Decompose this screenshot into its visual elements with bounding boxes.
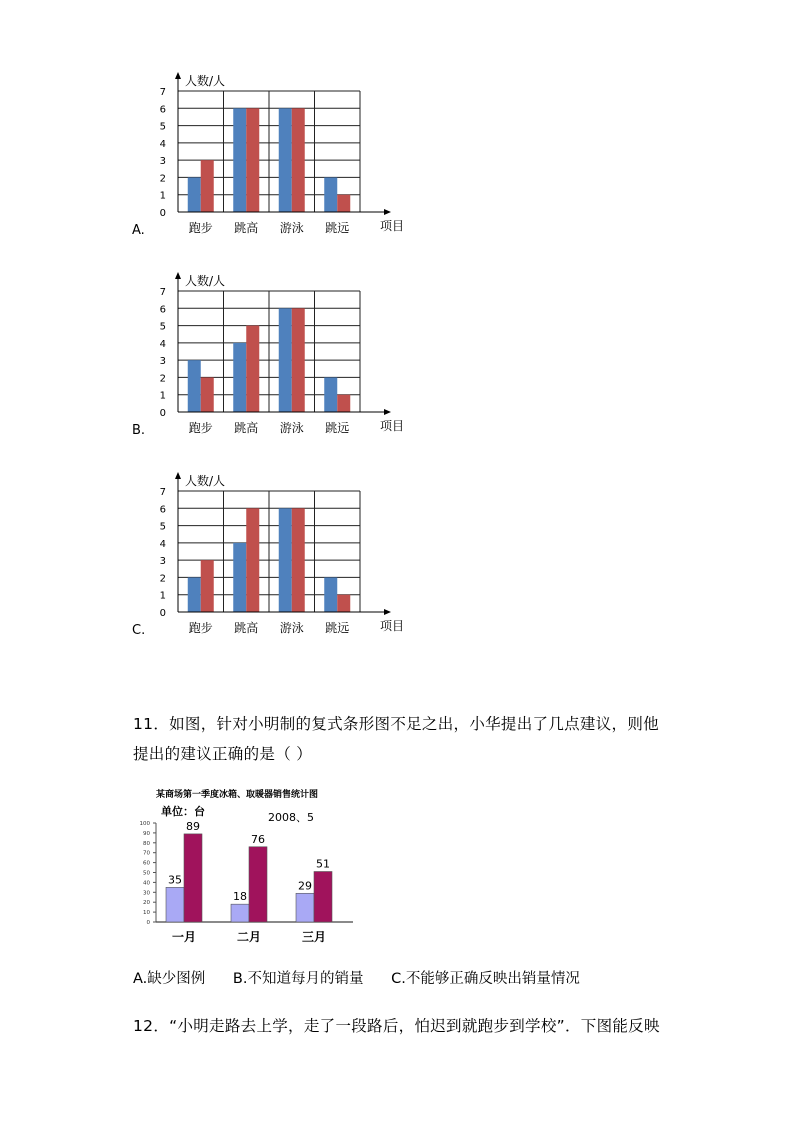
sales-chart (128, 782, 368, 950)
x-axis-label: 项目 (380, 419, 405, 433)
y-tick-label: 2 (159, 373, 166, 385)
data-label: 51 (316, 857, 330, 871)
y-tick-label: 6 (159, 304, 166, 316)
y-tick-label: 60 (143, 860, 150, 867)
bar (279, 308, 292, 412)
y-axis-arrow (175, 272, 181, 279)
data-label: 29 (298, 879, 312, 893)
bar (324, 377, 337, 412)
bar (166, 887, 184, 922)
y-tick-label: 7 (159, 487, 166, 498)
bar (324, 177, 337, 212)
bar (201, 160, 214, 212)
category-label: 跑步 (188, 421, 213, 435)
y-axis-label: 人数/人 (185, 474, 226, 488)
y-tick-label: 100 (139, 821, 150, 827)
question-11-line1: 11．如图，针对小明制的复式条形图不足之出，小华提出了几点建议，则他 (133, 715, 659, 733)
y-tick-label: 0 (159, 608, 166, 619)
y-tick-label: 5 (159, 321, 166, 333)
y-tick-label: 1 (159, 190, 166, 202)
y-tick-label: 30 (143, 890, 150, 897)
y-tick-label: 0 (159, 408, 166, 419)
bar (337, 595, 350, 612)
category-label: 跑步 (188, 221, 213, 235)
y-tick-label: 1 (159, 590, 166, 602)
category-label: 跑步 (188, 621, 213, 635)
y-tick-label: 20 (143, 900, 150, 907)
y-tick-label: 4 (159, 538, 166, 550)
y-tick-label: 0 (159, 208, 166, 219)
option-c-svg (128, 470, 408, 640)
bar (337, 195, 350, 212)
bar (296, 893, 314, 922)
y-tick-label: 6 (159, 104, 166, 116)
category-label: 游泳 (279, 621, 304, 635)
option-c-chart (128, 470, 408, 640)
y-tick-label: 4 (159, 138, 166, 150)
category-label: 跳远 (325, 421, 350, 435)
y-axis-arrow (175, 472, 181, 479)
bar (188, 577, 201, 612)
y-tick-label: 2 (159, 573, 166, 585)
bar (292, 108, 305, 212)
y-tick-label: 7 (159, 87, 166, 98)
bar (201, 560, 214, 612)
bar (314, 872, 332, 922)
category-label: 跳高 (234, 621, 259, 635)
bar (246, 508, 259, 612)
option-a-svg (128, 70, 408, 240)
category-label: 跳远 (325, 221, 350, 235)
option-b-svg (128, 270, 408, 440)
question-11-line2: 提出的建议正确的是（ ） (133, 745, 313, 763)
category-label: 跳高 (234, 221, 259, 235)
option-letter: B. (132, 423, 146, 438)
question-11-choices: A.缺少图例 B.不知道每月的销量 C.不能够正确反映出销量情况 (133, 971, 580, 987)
category-label: 游泳 (279, 421, 304, 435)
chart-title: 某商场第一季度冰箱、取暖器销售统计图 (156, 790, 319, 800)
data-label: 76 (251, 832, 265, 846)
bar (292, 508, 305, 612)
bar (292, 308, 305, 412)
x-axis-label: 项目 (380, 619, 405, 633)
bar (233, 543, 246, 612)
data-label: 18 (233, 890, 247, 904)
y-tick-label: 3 (159, 556, 166, 568)
data-label: 35 (168, 873, 182, 887)
y-tick-label: 40 (143, 880, 150, 887)
bar (188, 360, 201, 412)
bar (279, 108, 292, 212)
bar (249, 847, 267, 922)
bar (201, 377, 214, 412)
bar (231, 904, 249, 922)
y-tick-label: 70 (143, 850, 150, 857)
y-axis-label: 人数/人 (185, 274, 226, 288)
category-label: 跳高 (234, 421, 259, 435)
bar (324, 577, 337, 612)
y-tick-label: 0 (146, 920, 150, 926)
y-tick-label: 6 (159, 504, 166, 516)
y-tick-label: 7 (159, 287, 166, 298)
y-tick-label: 1 (159, 390, 166, 402)
option-letter: A. (132, 223, 145, 238)
y-tick-label: 3 (159, 156, 166, 168)
bar (233, 343, 246, 412)
y-tick-label: 2 (159, 173, 166, 185)
y-axis-label: 人数/人 (185, 74, 226, 88)
y-tick-label: 3 (159, 356, 166, 368)
x-axis-arrow (384, 209, 391, 215)
y-axis-arrow (175, 72, 181, 79)
category-label: 跳远 (325, 621, 350, 635)
category-label: 一月 (171, 930, 197, 944)
y-tick-label: 80 (143, 840, 150, 847)
date-label: 2008、5 (268, 811, 314, 824)
y-tick-label: 4 (159, 338, 166, 350)
y-tick-label: 5 (159, 521, 166, 533)
bar (184, 834, 202, 922)
y-tick-label: 50 (143, 870, 150, 877)
bar (246, 108, 259, 212)
bar (188, 177, 201, 212)
option-letter: C. (132, 623, 146, 638)
bar (337, 395, 350, 412)
x-axis-arrow (384, 409, 391, 415)
sales-chart-svg (128, 782, 368, 950)
x-axis-label: 项目 (380, 219, 405, 233)
option-a-chart (128, 70, 408, 240)
unit-label: 单位：台 (161, 805, 205, 818)
y-tick-label: 10 (143, 910, 150, 917)
bar (279, 508, 292, 612)
question-12-line1: 12．“小明走路去上学，走了一段路后，怕迟到就跑步到学校”．下图能反映 (133, 1017, 660, 1035)
bar (246, 326, 259, 412)
category-label: 游泳 (279, 221, 304, 235)
category-label: 二月 (236, 930, 262, 944)
y-tick-label: 90 (143, 830, 150, 837)
data-label: 89 (186, 819, 200, 833)
bar (233, 108, 246, 212)
category-label: 三月 (301, 930, 327, 944)
y-tick-label: 5 (159, 121, 166, 133)
option-b-chart (128, 270, 408, 440)
x-axis-arrow (384, 609, 391, 615)
